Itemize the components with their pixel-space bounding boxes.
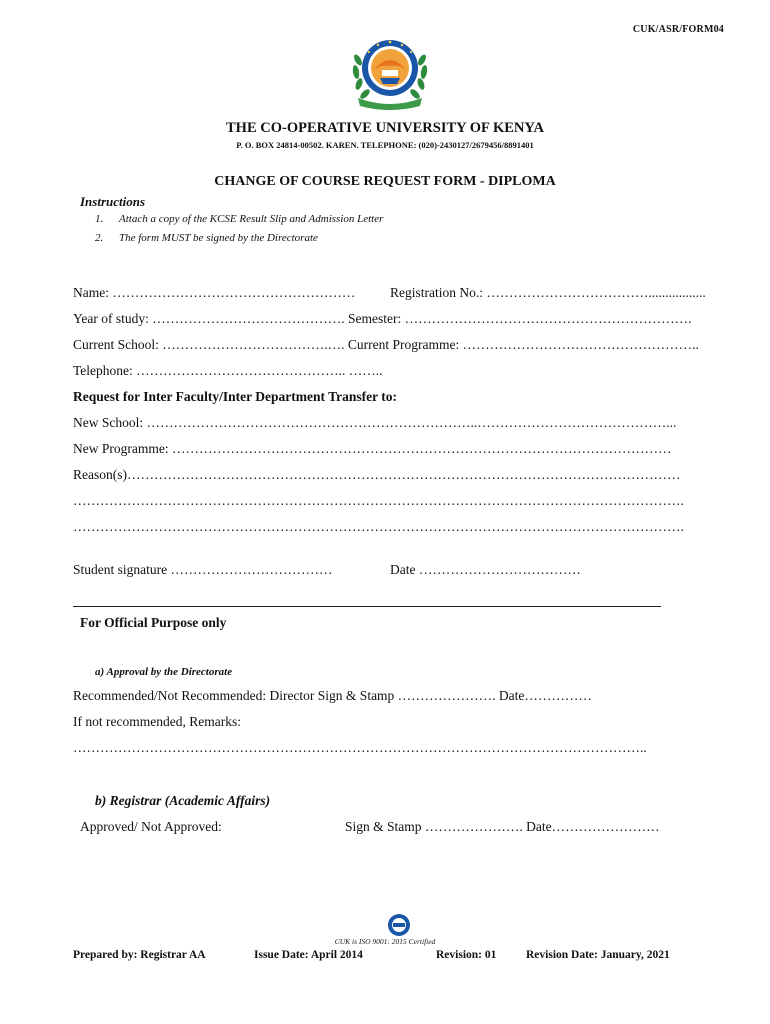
iso-certification-icon bbox=[387, 913, 411, 937]
registrar-sign-field[interactable]: Sign & Stamp …………………. Date…………………… bbox=[345, 819, 660, 834]
reason-line[interactable]: ………………………………………………………………………………………………………………………. bbox=[73, 519, 684, 534]
footer-revision-date: Revision Date: January, 2021 bbox=[526, 949, 670, 961]
student-signature-field[interactable]: Student signature ……………………………… bbox=[73, 562, 333, 577]
remarks-label: If not recommended, Remarks: bbox=[73, 714, 241, 729]
iso-certification-text: CUK is ISO 9001: 2015 Certified bbox=[334, 937, 436, 946]
form-code: CUK/ASR/FORM04 bbox=[632, 24, 724, 35]
footer-prepared-by: Prepared by: Registrar AA bbox=[73, 949, 206, 961]
director-recommendation-field[interactable]: Recommended/Not Recommended: Director Sign & Stamp …………………. Date…………… bbox=[73, 688, 592, 703]
telephone-field[interactable]: Telephone: ……………………………………….. …….. bbox=[73, 363, 383, 378]
university-name: THE CO-OPERATIVE UNIVERSITY OF KENYA bbox=[226, 120, 544, 136]
transfer-heading: Request for Inter Faculty/Inter Department Transfer to: bbox=[73, 389, 397, 404]
new-programme-field[interactable]: New Programme: ………………………………………………………………………………………………… bbox=[73, 441, 672, 456]
instruction-item: The form MUST be signed by the Directorate bbox=[119, 232, 318, 244]
instruction-number: 2. bbox=[95, 232, 104, 244]
date-field[interactable]: Date ……………………………… bbox=[390, 562, 581, 577]
reason-field[interactable]: Reason(s)…………………………………………………………………………………………………………… bbox=[73, 467, 681, 482]
registration-field[interactable]: Registration No.: ………………………………................. bbox=[390, 285, 706, 300]
official-purpose-heading: For Official Purpose only bbox=[80, 615, 227, 630]
registrar-heading: b) Registrar (Academic Affairs) bbox=[95, 793, 271, 808]
instruction-item: Attach a copy of the KCSE Result Slip and Admission Letter bbox=[119, 213, 384, 225]
name-field[interactable]: Name: ……………………………………………… bbox=[73, 285, 356, 300]
university-address: P. O. BOX 24814-00502. KAREN. TELEPHONE: (020)-2430127/2679456/8891401 bbox=[236, 140, 534, 150]
new-school-field[interactable]: New School: ………………………………………………………………..……………………………………... bbox=[73, 415, 677, 430]
registrar-approval-field[interactable]: Approved/ Not Approved: bbox=[80, 819, 222, 834]
approval-directorate-heading: a) Approval by the Directorate bbox=[95, 666, 233, 678]
university-logo bbox=[350, 34, 430, 110]
remarks-line[interactable]: ……………………………………………………………………………………………………………….. bbox=[73, 740, 647, 755]
instruction-number: 1. bbox=[95, 213, 104, 225]
instructions-heading: Instructions bbox=[80, 194, 146, 209]
divider bbox=[73, 606, 661, 607]
year-semester-field[interactable]: Year of study: ……………………………………. Semester: ………………………………………………………. bbox=[73, 311, 692, 326]
footer-issue-date: Issue Date: April 2014 bbox=[254, 949, 363, 961]
school-programme-field[interactable]: Current School: ……………………………….…. Current Programme: …………………………………………….. bbox=[73, 337, 699, 352]
form-title: CHANGE OF COURSE REQUEST FORM - DIPLOMA bbox=[214, 174, 556, 189]
footer-revision: Revision: 01 bbox=[436, 949, 497, 961]
reason-line[interactable]: ………………………………………………………………………………………………………………………. bbox=[73, 493, 684, 508]
